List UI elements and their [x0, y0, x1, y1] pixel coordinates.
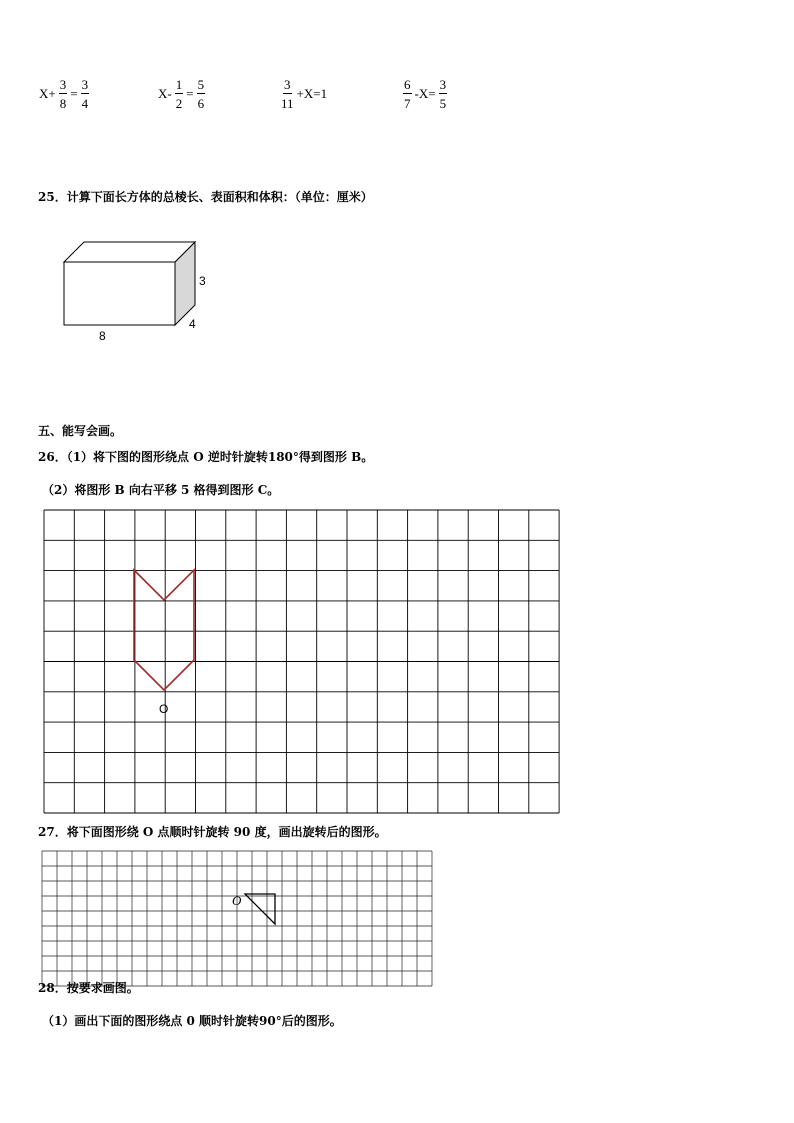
- eq1-frac-b-den: 4: [81, 96, 89, 111]
- question-28-text: 28．按要求画图。: [38, 981, 139, 995]
- eq4-middle: -X=: [414, 86, 436, 101]
- cuboid-width-label: 4: [189, 317, 196, 331]
- question-28-part-1: （1）画出下面的图形绕点 0 顺时针旋转90°后的图形。: [42, 1014, 342, 1028]
- rotation-grid: [40, 506, 560, 816]
- cuboid-front-face: [64, 262, 175, 325]
- eq4-fraction-b: [439, 78, 448, 110]
- eq2-frac-a-den: 2: [175, 96, 183, 111]
- eq4-frac-a-num: 6: [404, 77, 411, 92]
- eq1-fraction-a: [59, 78, 68, 110]
- point-o-label: O: [159, 702, 169, 716]
- cuboid-length-label: 8: [99, 329, 106, 343]
- equation-2: [157, 78, 207, 110]
- eq4-fraction-a: [403, 78, 412, 110]
- eq3-frac-a-num: 3: [284, 77, 291, 92]
- section-5-title: 五、能写会画。: [38, 424, 123, 438]
- question-26-part-2: （2）将图形 B 向右平移 5 格得到图形 C。: [42, 483, 280, 497]
- eq2-frac-b-num: 5: [197, 77, 205, 92]
- point-o-label-2: O: [232, 893, 242, 908]
- eq3-frac-a-den: 11: [281, 96, 294, 111]
- eq2-prefix: X-: [158, 86, 172, 101]
- question-27-text: 27．将下面图形绕 O 点顺时针旋转 90 度，画出旋转后的图形。: [38, 825, 387, 839]
- eq3-suffix: +X=1: [296, 86, 328, 101]
- eq1-fraction-b: [81, 78, 90, 110]
- equation-1: [38, 78, 91, 110]
- eq1-frac-a-num: 3: [59, 77, 67, 92]
- eq3-fraction-a: [281, 78, 294, 110]
- eq4-frac-a-den: 7: [404, 96, 411, 111]
- arrow-shape: [134, 570, 194, 690]
- eq4-frac-b-num: 3: [439, 77, 447, 92]
- eq1-equals: =: [70, 86, 78, 101]
- question-25-text: 25．计算下面长方体的总棱长、表面积和体积：（单位：厘米）: [38, 190, 373, 204]
- eq2-fraction-b: [197, 78, 206, 110]
- small-grid-lines: [42, 851, 432, 986]
- question-26-part-1: 26．（1）将下图的图形绕点 O 逆时针旋转180°得到图形 B。: [38, 450, 374, 464]
- cuboid-figure: [60, 238, 220, 348]
- eq2-frac-a-num: 1: [175, 77, 183, 92]
- eq2-frac-b-den: 6: [197, 96, 205, 111]
- equation-3: [279, 78, 328, 110]
- grid-lines: [44, 510, 559, 813]
- triangle-shape: [245, 894, 275, 924]
- cuboid-top-face: [64, 242, 195, 262]
- eq2-fraction-a: [175, 78, 184, 110]
- equation-4: [401, 78, 449, 110]
- eq4-frac-b-den: 5: [439, 96, 447, 111]
- eq1-frac-a-den: 8: [59, 96, 67, 111]
- eq1-prefix: X+: [39, 86, 56, 101]
- eq2-equals: =: [186, 86, 194, 101]
- eq1-frac-b-num: 3: [81, 77, 89, 92]
- small-grid: [40, 848, 440, 970]
- cuboid-height-label: 3: [199, 274, 206, 288]
